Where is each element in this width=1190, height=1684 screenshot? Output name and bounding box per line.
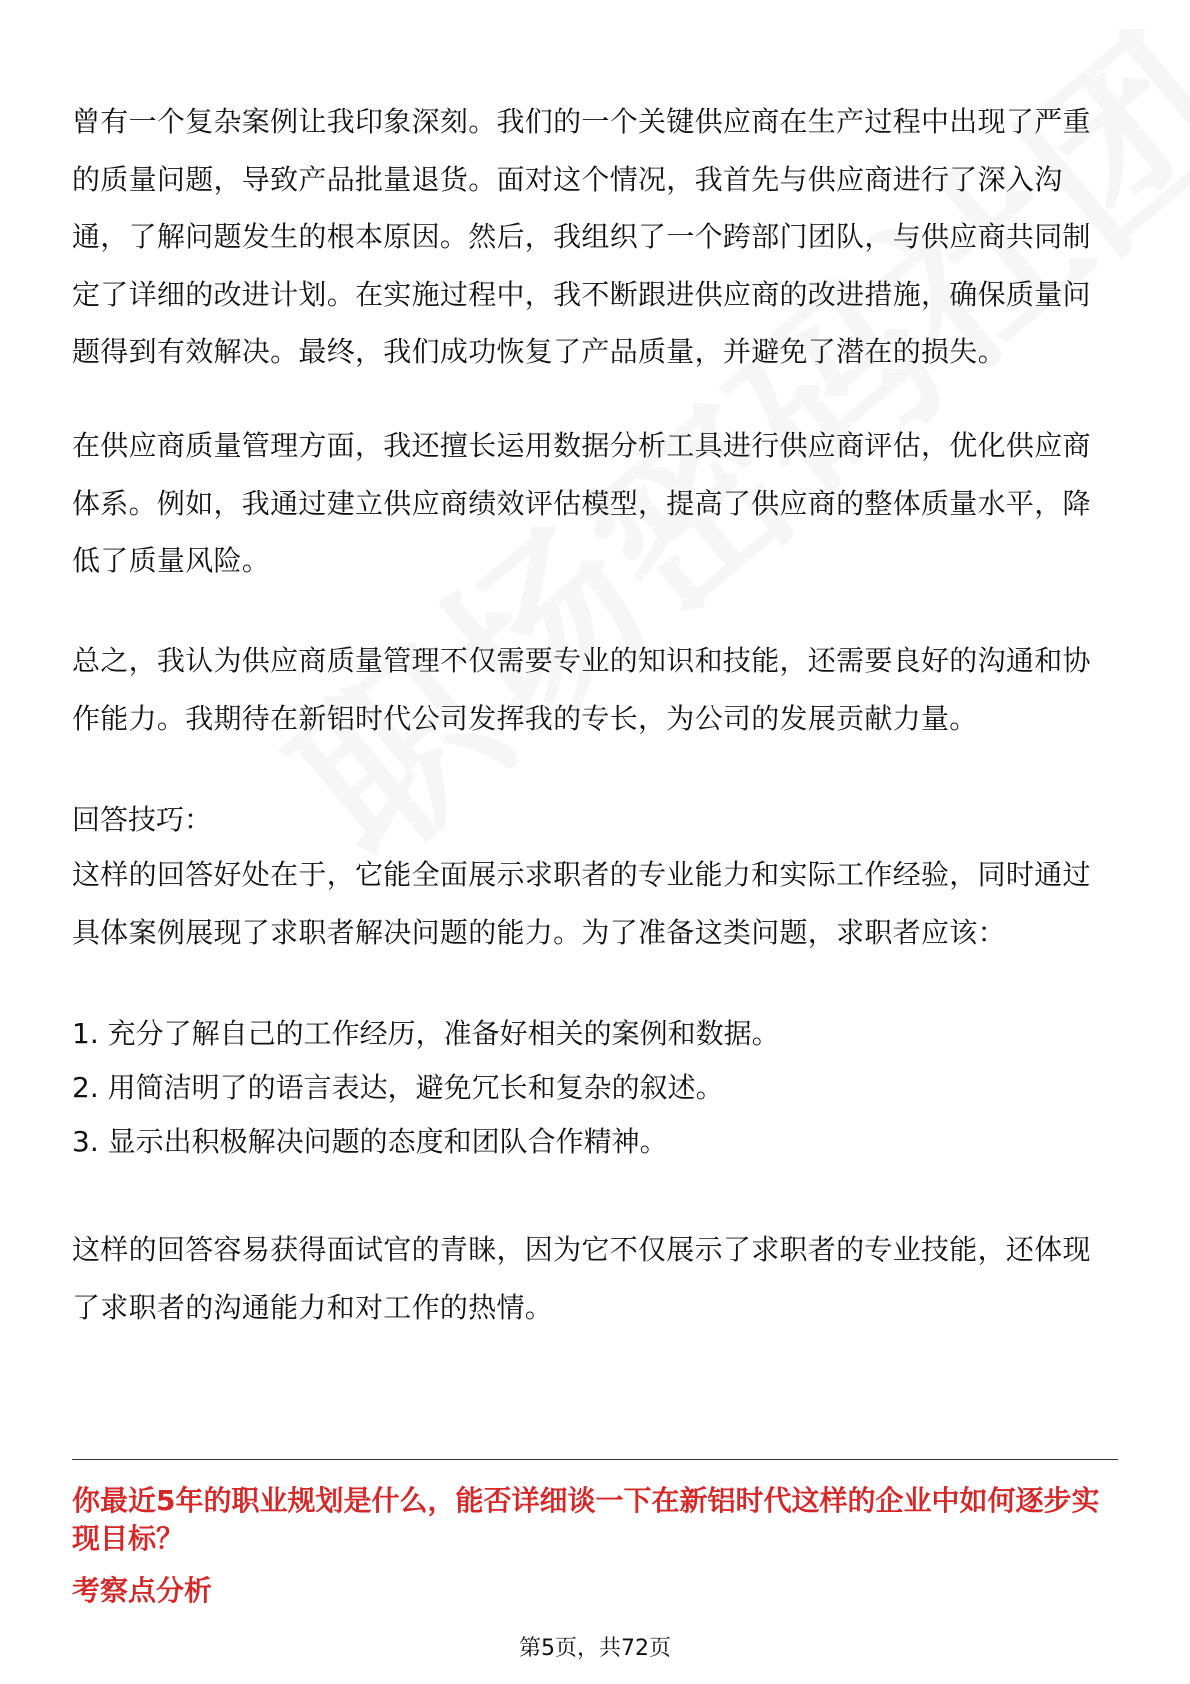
next-question-title: 你最近5年的职业规划是什么，能否详细谈一下在新铝时代这样的企业中如何逐步实现目标？ [72, 1484, 1100, 1555]
document-page [72, 0, 1118, 1684]
tips-intro: 这样的回答好处在于，它能全面展示求职者的专业能力和实际工作经验，同时通过具体案例展现了求职者解决问题的能力。为了准备这类问题，求职者应该： [72, 858, 1091, 949]
tips-list-item: 3. 显示出积极解决问题的态度和团队合作精神。 [72, 1125, 668, 1158]
paragraph-closing: 这样的回答容易获得面试官的青睐，因为它不仅展示了求职者的专业技能，还体现了求职者的沟通能力和对工作的热情。 [72, 1233, 1091, 1324]
tips-list-item: 2. 用简洁明了的语言表达，避免冗长和复杂的叙述。 [72, 1071, 724, 1104]
section-divider [72, 1459, 1118, 1460]
page-number: 第5页，共72页 [519, 1636, 671, 1661]
paragraph-data-analysis: 在供应商质量管理方面，我还擅长运用数据分析工具进行供应商评估，优化供应商体系。例如，我通过建立供应商绩效评估模型，提高了供应商的整体质量水平，降低了质量风险。 [72, 429, 1091, 577]
paragraph-case-study: 曾有一个复杂案例让我印象深刻。我们的一个关键供应商在生产过程中出现了严重的质量问题，导致产品批量退货。面对这个情况，我首先与供应商进行了深入沟通，了解问题发生的根本原因。然后，我组织了一个跨部门团队，与供应商共同制定了详细的改进计划。在实施过程中，我不断跟进供应商的改进措施，确保质量问题得到有效解决。最终，我们成功恢复了产品质量，并避免了潜在的损失。 [72, 105, 1091, 368]
analysis-heading: 考察点分析 [72, 1574, 213, 1607]
tips-list-item: 1. 充分了解自己的工作经历，准备好相关的案例和数据。 [72, 1017, 780, 1050]
tips-heading: 回答技巧： [72, 803, 213, 836]
paragraph-summary: 总之，我认为供应商质量管理不仅需要专业的知识和技能，还需要良好的沟通和协作能力。我期待在新铝时代公司发挥我的专长，为公司的发展贡献力量。 [72, 644, 1091, 735]
